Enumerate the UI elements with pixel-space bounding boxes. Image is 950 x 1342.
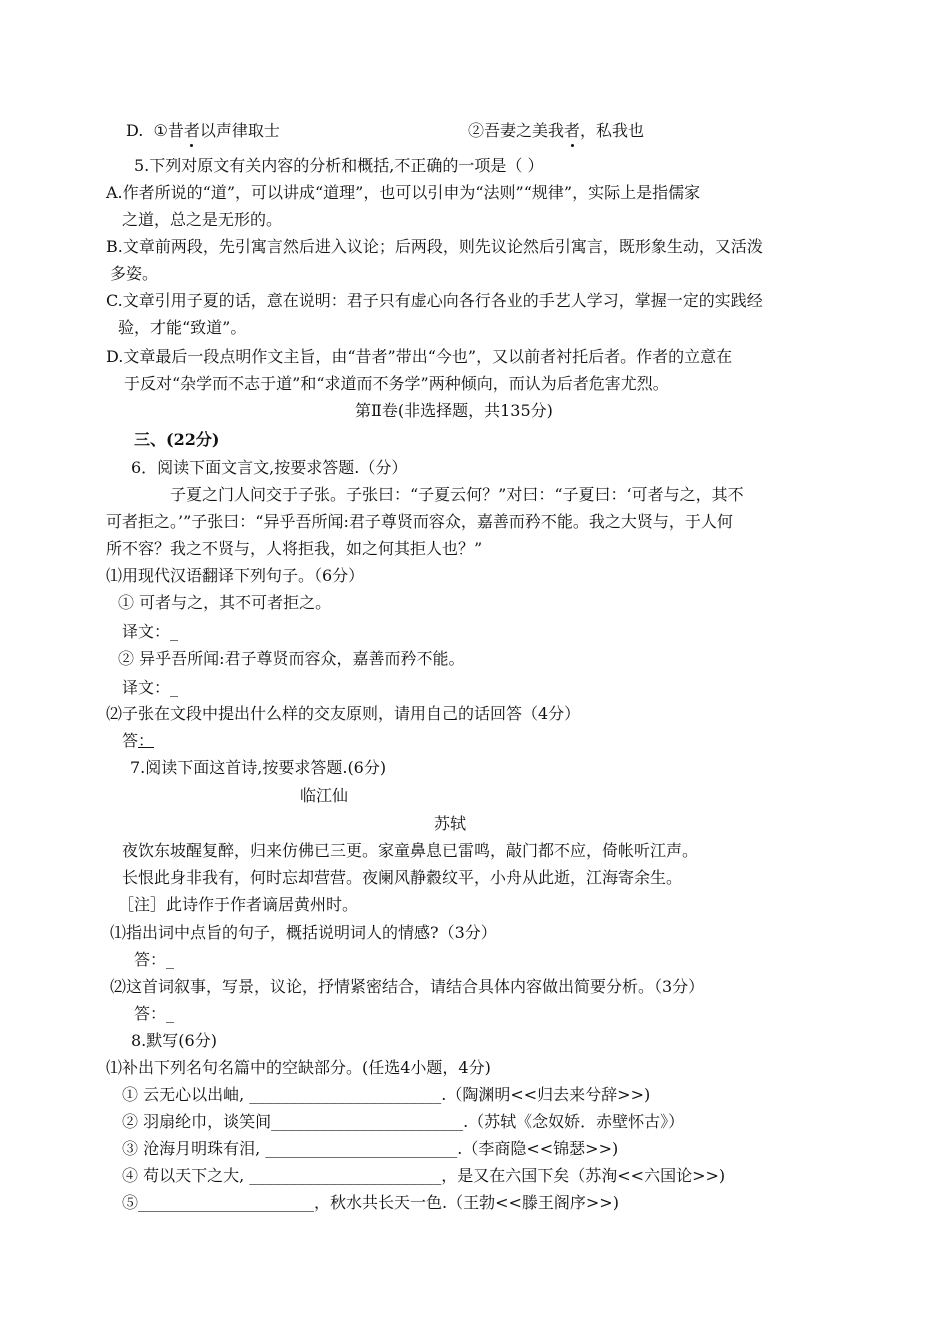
- option-d-part2-pre: ②吾妻之美我: [468, 121, 565, 140]
- option-label: D.: [126, 121, 144, 140]
- q8-item-1: ① 云无心以出岫, ________________________.（陶渊明<<归去来兮辞>>): [122, 1085, 651, 1104]
- q6-stem: 6．阅读下面文言文,按要求答题.（分）: [131, 458, 408, 477]
- section-three-heading: 三、(22分): [134, 430, 220, 449]
- poem-note: ［注］此诗作于作者谪居黄州时。: [118, 895, 359, 914]
- q8-item-2: ② 羽扇纶巾，谈笑间________________________.（苏轼《念奴娇．赤壁怀古》）: [122, 1112, 685, 1131]
- q6-passage-line1: 子夏之门人问交于子张。子张曰：“子夏云何？”对曰：“子夏曰：‘可者与之，其不: [170, 485, 744, 504]
- poem-author: 苏轼: [434, 814, 467, 833]
- q4-option-d: [126, 120, 280, 142]
- q8-item-4: ④ 苟以天下之大, ________________________，是又在六国下矣（苏洵<<六国论>>): [122, 1166, 726, 1185]
- q4-option-d-part2: [468, 120, 644, 142]
- poem-line-2: 长恨此身非我有，何时忘却营营。夜阑风静縠纹平，小舟从此逝，江海寄余生。: [122, 868, 683, 887]
- q7-answer-2: 答：_: [134, 1004, 175, 1023]
- q6-passage-line2: 可者拒之。’”子张曰：“异乎吾所闻:君子尊贤而容众，嘉善而矜不能。我之大贤与，于人何: [106, 512, 733, 531]
- q5-option-a-line2: 之道，总之是无形的。: [122, 210, 283, 229]
- q5-option-d-line2: 于反对“杂学而不志于道”和“求道而不务学”两种倾向，而认为后者危害尤烈。: [124, 374, 669, 393]
- emphasis-dot-char: 者: [564, 121, 581, 140]
- option-d-part2-post: ，私我也: [580, 121, 645, 140]
- q6-sub1-sentence-a: ① 可者与之，其不可者拒之。: [118, 593, 332, 612]
- q5-option-c-line2: 验，才能“致道”。: [118, 318, 247, 337]
- q5-option-b-line2: 多姿。: [110, 264, 159, 283]
- answer-label: 答: [122, 731, 139, 750]
- q6-sub1-stem: ⑴用现代汉语翻译下列句子。（6分）: [106, 566, 365, 585]
- q6-translation-answer-1: 译文：_: [122, 622, 179, 641]
- answer-blank: ：: [138, 731, 155, 750]
- q7-answer-1: 答：_: [134, 950, 175, 969]
- option-d-part1-pre: ①昔: [153, 121, 184, 140]
- q5-option-c-line1: C.文章引用子夏的话，意在说明：君子只有虚心向各行各业的手艺人学习，掌握一定的实践经: [106, 291, 763, 310]
- option-d-part1-post: 以声律取士: [199, 121, 280, 140]
- q7-sub1-stem: ⑴指出词中点旨的句子，概括说明词人的情感?（3分）: [110, 923, 497, 942]
- q8-item-3: ③ 沧海月明珠有泪, ________________________.（李商隐<<锦瑟>>): [122, 1139, 619, 1158]
- q6-passage-line3: 所不容？我之不贤与，人将拒我，如之何其拒人也？”: [106, 539, 483, 558]
- q8-stem: 8.默写(6分): [131, 1031, 217, 1050]
- q7-stem: 7.阅读下面这首诗,按要求答题.(6分): [130, 758, 387, 777]
- q5-option-a-line1: A.作者所说的“道”，可以讲成“道理”，也可以引申为“法则”“规律”，实际上是指儒家: [106, 183, 701, 202]
- q7-sub2-stem: ⑵这首词叙事，写景，议论，抒情紧密结合，请结合具体内容做出简要分析。（3分）: [110, 977, 705, 996]
- q8-item-5: ⑤______________________，秋水共长天一色.（王勃<<滕王阁序>>): [122, 1193, 619, 1212]
- poem-line-1: 夜饮东坡醒复醉，归来仿佛已三更。家童鼻息已雷鸣，敲门都不应，倚帐听江声。: [122, 841, 699, 860]
- poem-title: 临江仙: [300, 786, 349, 805]
- q5-stem: 5.下列对原文有关内容的分析和概括,不正确的一项是（ ）: [134, 156, 544, 175]
- q5-option-b-line1: B.文章前两段，先引寓言然后进入议论；后两段，则先议论然后引寓言，既形象生动，又活泼: [106, 237, 763, 256]
- q6-translation-answer-2: 译文：_: [122, 678, 179, 697]
- q6-sub2-stem: ⑵子张在文段中提出什么样的交友原则，请用自己的话回答（4分）: [106, 704, 581, 723]
- q6-answer-3: [122, 730, 154, 752]
- volume-two-title: 第Ⅱ卷(非选择题，共135分): [355, 401, 553, 420]
- q8-sub1-stem: ⑴补出下列名句名篇中的空缺部分。(任选4小题，4分): [106, 1058, 491, 1077]
- emphasis-dot-char: 者: [183, 121, 200, 140]
- q5-option-d-line1: D.文章最后一段点明作文主旨，由“昔者”带出“今也”，又以前者衬托后者。作者的立意在: [106, 347, 733, 366]
- q6-sub1-sentence-b: ② 异乎吾所闻:君子尊贤而容众，嘉善而矜不能。: [118, 649, 465, 668]
